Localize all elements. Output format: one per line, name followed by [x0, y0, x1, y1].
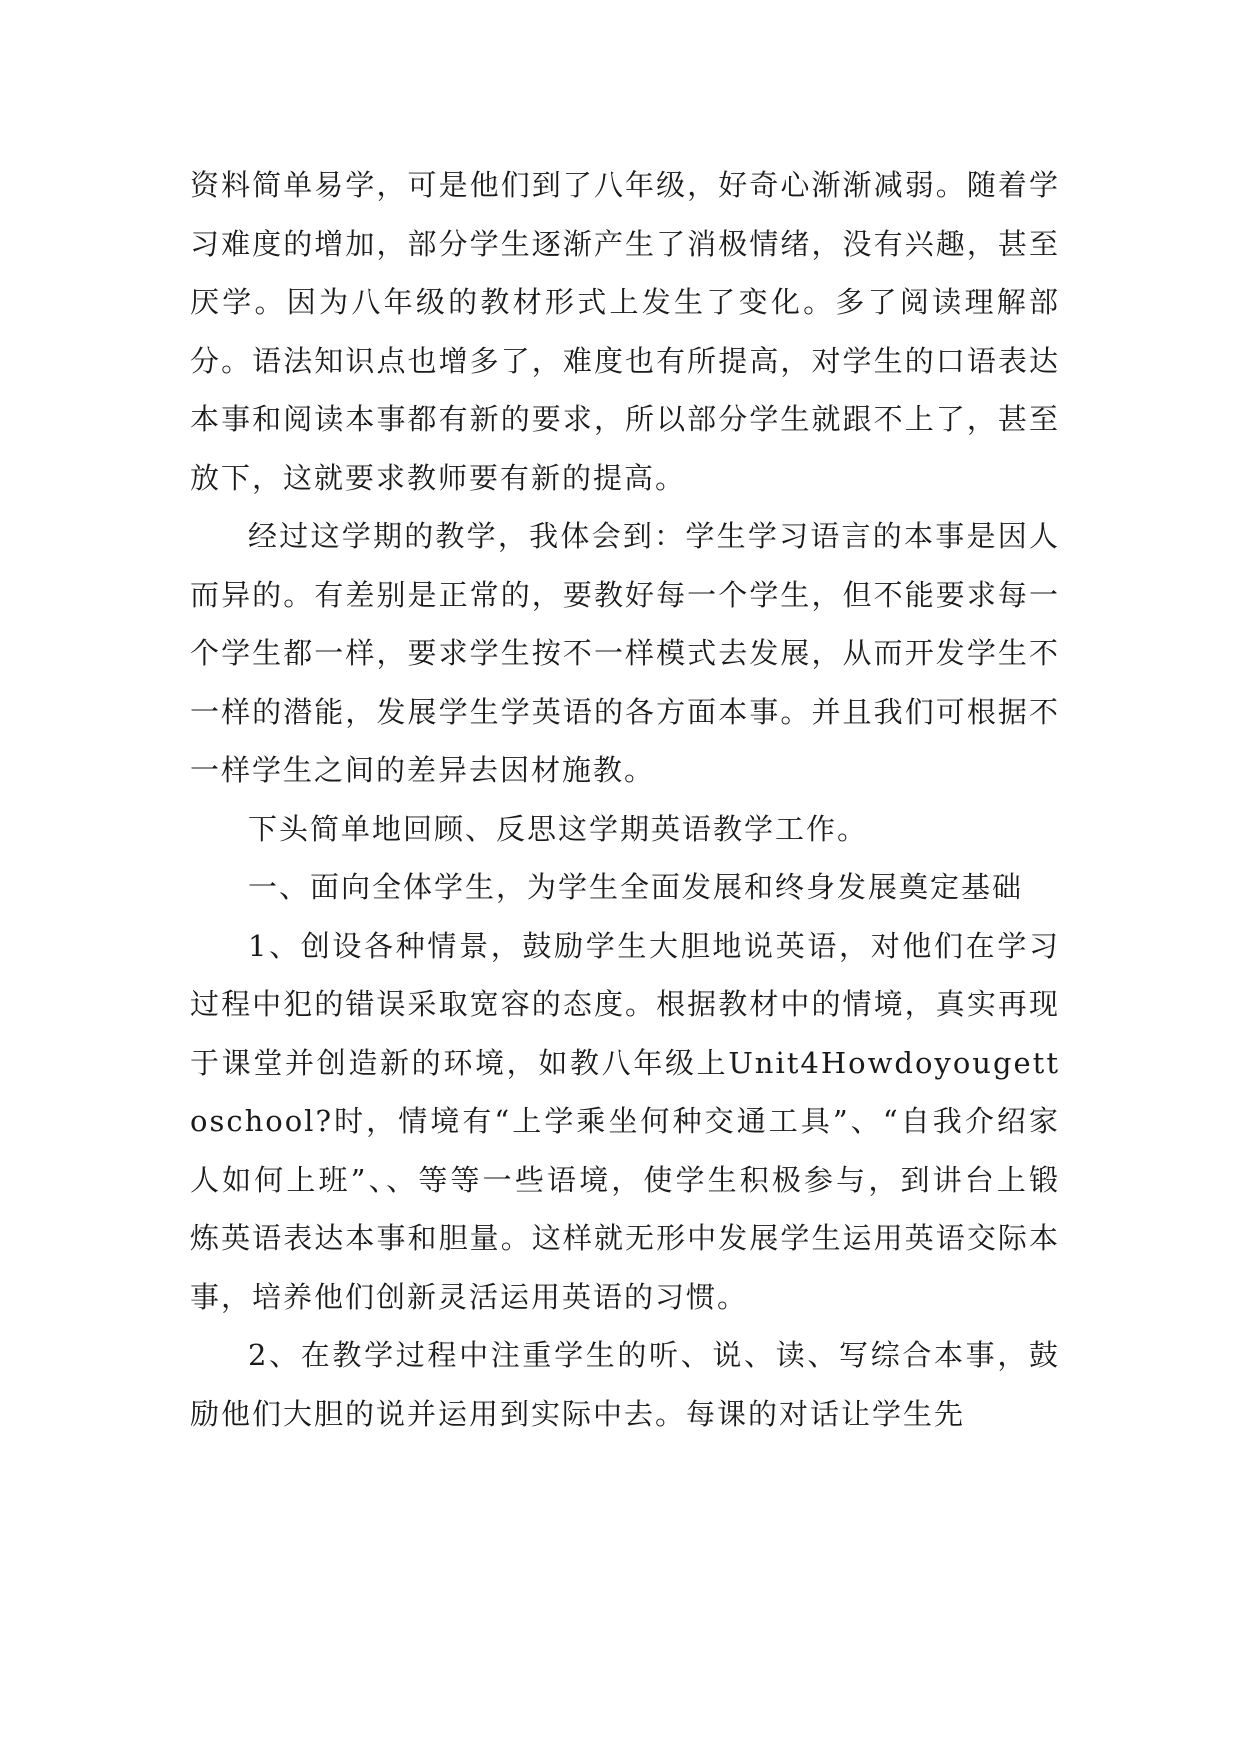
paragraph-item-2: 2、在教学过程中注重学生的听、说、读、写综合本事，鼓励他们大胆的说并运用到实际中去。每课的对话让学生先	[190, 1338, 1060, 1431]
paragraph-1: 资料简单易学，可是他们到了八年级，好奇心渐渐减弱。随着学习难度的增加，部分学生逐渐产生了消极情绪，没有兴趣，甚至厌学。因为八年级的教材形式上发生了变化。多了阅读理解部分。语法知识点也增多了，难度也有所提高，对学生的口语表达本事和阅读本事都有新的要求，所以部分学生就跟不上了，甚至放下，这就要求教师要有新的提高。	[190, 168, 1060, 495]
paragraph-3: 下头简单地回顾、反思这学期英语教学工作。	[248, 811, 869, 846]
paragraph-item-1: 1、创设各种情景，鼓励学生大胆地说英语，对他们在学习过程中犯的错误采取宽容的态度。根据教材中的情境，真实再现于课堂并创造新的环境，如教八年级上Unit4Howdoyougettoschool?时，情境有“上学乘坐何种交通工具”、“自我介绍家人如何上班”、、等等一些语境，使学生积极参与，到讲台上锻炼英语表达本事和胆量。这样就无形中发展学生运用英语交际本事，培养他们创新灵活运用英语的习惯。	[190, 928, 1060, 1314]
section-heading-1: 一、面向全体学生，为学生全面发展和终身发展奠定基础	[248, 870, 1024, 904]
document-page	[190, 156, 1060, 1443]
paragraph-2: 经过这学期的教学，我体会到：学生学习语言的本事是因人而异的。有差别是正常的，要教好每一个学生，但不能要求每一个学生都一样，要求学生按不一样模式去发展，从而开发学生不一样的潜能，发展学生学英语的各方面本事。并且我们可根据不一样学生之间的差异去因材施教。	[190, 519, 1060, 787]
